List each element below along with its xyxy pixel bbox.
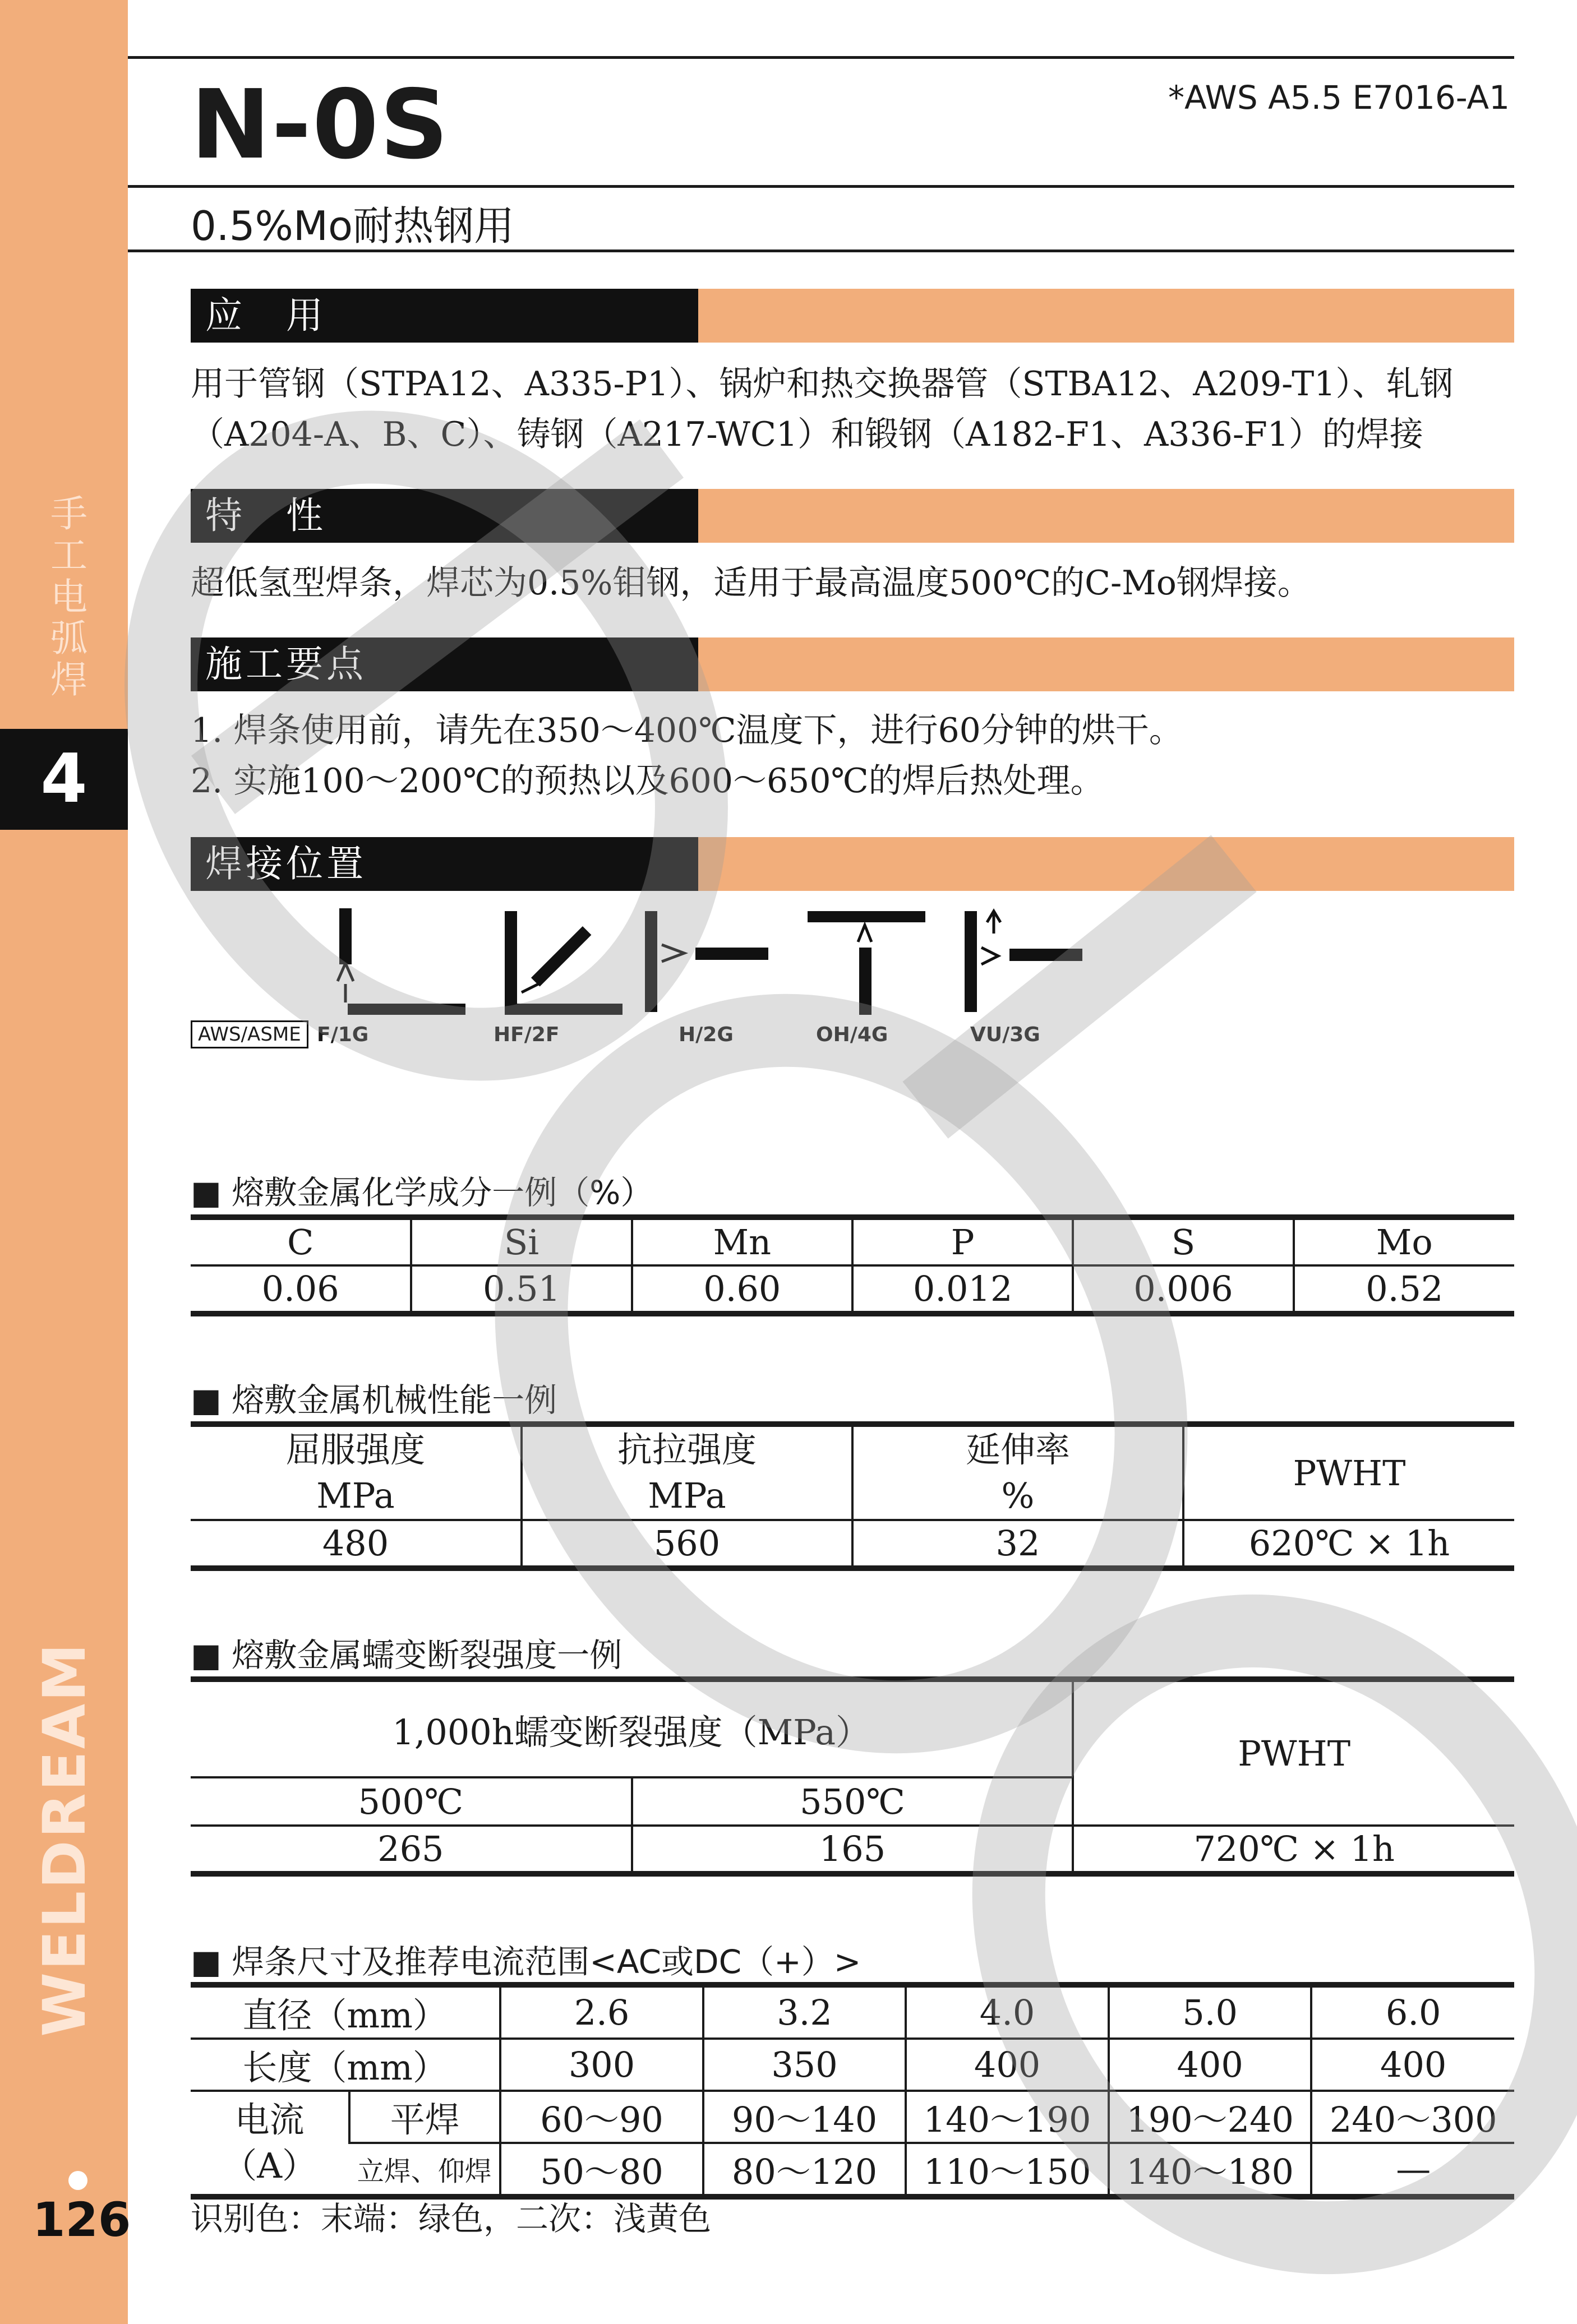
table-header: 550℃ xyxy=(632,1777,1073,1826)
table-cell: 6.0 xyxy=(1311,1985,1514,2039)
welding-positions-figure xyxy=(191,908,1088,1054)
table-header: S xyxy=(1073,1217,1293,1265)
table-cell: 0.006 xyxy=(1073,1265,1293,1314)
table-cell: 80～120 xyxy=(703,2143,906,2197)
table-header: 立焊、仰焊 xyxy=(349,2143,500,2197)
table-cell: 720℃ × 1h xyxy=(1073,1826,1514,1874)
table-header: 屈服强度 MPa xyxy=(285,1429,425,1516)
section-bar-positions xyxy=(191,837,1514,891)
section-bar-application xyxy=(191,289,1514,343)
table-cell: 400 xyxy=(906,2039,1109,2091)
table-header: Si xyxy=(411,1217,631,1265)
table-header: 直径（mm） xyxy=(242,1995,448,2036)
section-label-points: 施工要点 xyxy=(205,643,367,686)
table-row xyxy=(191,1265,1514,1314)
table-cell: 190～240 xyxy=(1109,2091,1312,2143)
points-text: 1. 焊条使用前，请先在350～400℃温度下，进行60分钟的烘干。 2. 实施100～200℃的预热以及600～650℃的焊后热处理。 xyxy=(191,711,1183,801)
position-hf2f-icon xyxy=(505,911,622,1015)
application-text: 用于管钢（STPA12、A335-P1）、锅炉和热交换器管（STBA12、A209-T1）、轧钢 （A204-A、B、C）、铸钢（A217-WC1）和锻钢（A182-F1、A336-F1）的焊接 xyxy=(191,364,1454,454)
mechanical-title: ■ 熔敷金属机械性能一例 xyxy=(191,1381,557,1419)
table-row xyxy=(191,1826,1514,1874)
table-cell: 165 xyxy=(632,1826,1073,1874)
creep-title: ■ 熔敷金属蠕变断裂强度一例 xyxy=(191,1636,622,1674)
chapter-number: 4 xyxy=(40,740,87,818)
table-header: 延伸率 % xyxy=(852,1424,1183,1520)
creep-table xyxy=(191,1676,1514,1877)
position-oh4g-icon xyxy=(808,911,925,1015)
section-label-characteristics: 特 性 xyxy=(205,494,326,537)
table-cell: 0.06 xyxy=(191,1265,411,1314)
position-f1g-icon xyxy=(338,908,465,1015)
table-header: 1,000h蠕变断裂强度（MPa） xyxy=(392,1711,871,1753)
table-cell: 3.2 xyxy=(703,1985,906,2039)
product-title: N-0S xyxy=(191,70,450,181)
position-label-h2g: H/2G xyxy=(679,1023,734,1046)
table-cell: 2.6 xyxy=(500,1985,703,2039)
product-subtitle: 0.5%Mo耐热钢用 xyxy=(191,202,515,250)
table-cell: 620℃ × 1h xyxy=(1183,1520,1514,1568)
position-label-vu3g: VU/3G xyxy=(970,1023,1040,1046)
table-cell: 0.012 xyxy=(852,1265,1073,1314)
sizes-title: ■ 焊条尺寸及推荐电流范围<AC或DC（+）> xyxy=(191,1943,861,1981)
table-cell: 5.0 xyxy=(1109,1985,1312,2039)
sidebar-category-label: 手 工 电 弧 焊 xyxy=(50,492,87,701)
table-cell: 4.0 xyxy=(906,1985,1109,2039)
page-dot xyxy=(68,2171,87,2190)
table-header: 长度（mm） xyxy=(191,2039,500,2091)
chemical-table xyxy=(191,1214,1514,1316)
table-cell: 140～180 xyxy=(1109,2143,1312,2197)
table-header: PWHT xyxy=(1073,1679,1514,1826)
table-cell: 300 xyxy=(500,2039,703,2091)
table-header: C xyxy=(287,1222,314,1263)
table-header: 500℃ xyxy=(191,1777,632,1826)
section-label-positions: 焊接位置 xyxy=(205,842,367,885)
position-h2g-icon xyxy=(645,911,768,1012)
table-row xyxy=(191,1520,1514,1568)
header-rule-bottom xyxy=(128,250,1514,252)
table-header: Mn xyxy=(632,1217,852,1265)
characteristics-text: 超低氢型焊条，焊芯为0.5%钼钢，适用于最高温度500℃的C-Mo钢焊接。 xyxy=(191,563,1311,603)
section-label-application: 应 用 xyxy=(205,294,326,337)
brand-logo: WELDREAM xyxy=(30,1641,99,2037)
section-bar-characteristics xyxy=(191,489,1514,543)
table-header: PWHT xyxy=(1183,1424,1514,1520)
table-cell: 0.52 xyxy=(1294,1265,1514,1314)
table-header: 抗拉强度 MPa xyxy=(522,1424,852,1520)
table-cell: 110～150 xyxy=(906,2143,1109,2197)
table-cell: 240～300 xyxy=(1311,2091,1514,2143)
table-cell: 60～90 xyxy=(500,2091,703,2143)
position-label-f1g: F/1G xyxy=(317,1023,369,1046)
table-cell: 480 xyxy=(191,1520,522,1568)
header-rule-top xyxy=(128,56,1514,59)
table-row xyxy=(191,1985,1514,2039)
table-header: P xyxy=(852,1217,1073,1265)
table-row xyxy=(191,2091,1514,2143)
section-bar-points xyxy=(191,637,1514,691)
table-cell: 0.51 xyxy=(411,1265,631,1314)
table-cell: 400 xyxy=(1311,2039,1514,2091)
position-label-hf2f: HF/2F xyxy=(494,1023,560,1046)
page-number: 126 xyxy=(33,2192,131,2247)
table-cell: 350 xyxy=(703,2039,906,2091)
table-cell: 50～80 xyxy=(500,2143,703,2197)
table-cell: 0.60 xyxy=(632,1265,852,1314)
chemical-title: ■ 熔敷金属化学成分一例（%） xyxy=(191,1173,653,1212)
table-row xyxy=(191,1679,1514,1777)
identification-color-note: 识别色：末端：绿色，二次：浅黄色 xyxy=(191,2200,712,2238)
table-header: 电流 （A） xyxy=(191,2091,349,2197)
table-row xyxy=(191,2039,1514,2091)
table-cell: — xyxy=(1311,2143,1514,2197)
header-rule-mid xyxy=(128,185,1514,188)
table-cell: 265 xyxy=(191,1826,632,1874)
table-header: 平焊 xyxy=(349,2091,500,2143)
table-row xyxy=(191,1217,1514,1265)
table-cell: 400 xyxy=(1109,2039,1312,2091)
table-row xyxy=(191,1424,1514,1520)
table-cell: 32 xyxy=(852,1520,1183,1568)
position-label-oh4g: OH/4G xyxy=(816,1023,888,1046)
table-row xyxy=(191,2143,1514,2197)
sizes-table xyxy=(191,1982,1514,2200)
standard-code: *AWS A5.5 E7016-A1 xyxy=(1168,78,1510,117)
standard-box: AWS/ASME xyxy=(191,1020,308,1048)
table-cell: 90～140 xyxy=(703,2091,906,2143)
table-cell: 140～190 xyxy=(906,2091,1109,2143)
mechanical-table xyxy=(191,1421,1514,1571)
position-vu3g-icon xyxy=(965,911,1082,1012)
positions-diagram xyxy=(191,908,1088,1020)
table-cell: 560 xyxy=(522,1520,852,1568)
table-header: Mo xyxy=(1294,1217,1514,1265)
